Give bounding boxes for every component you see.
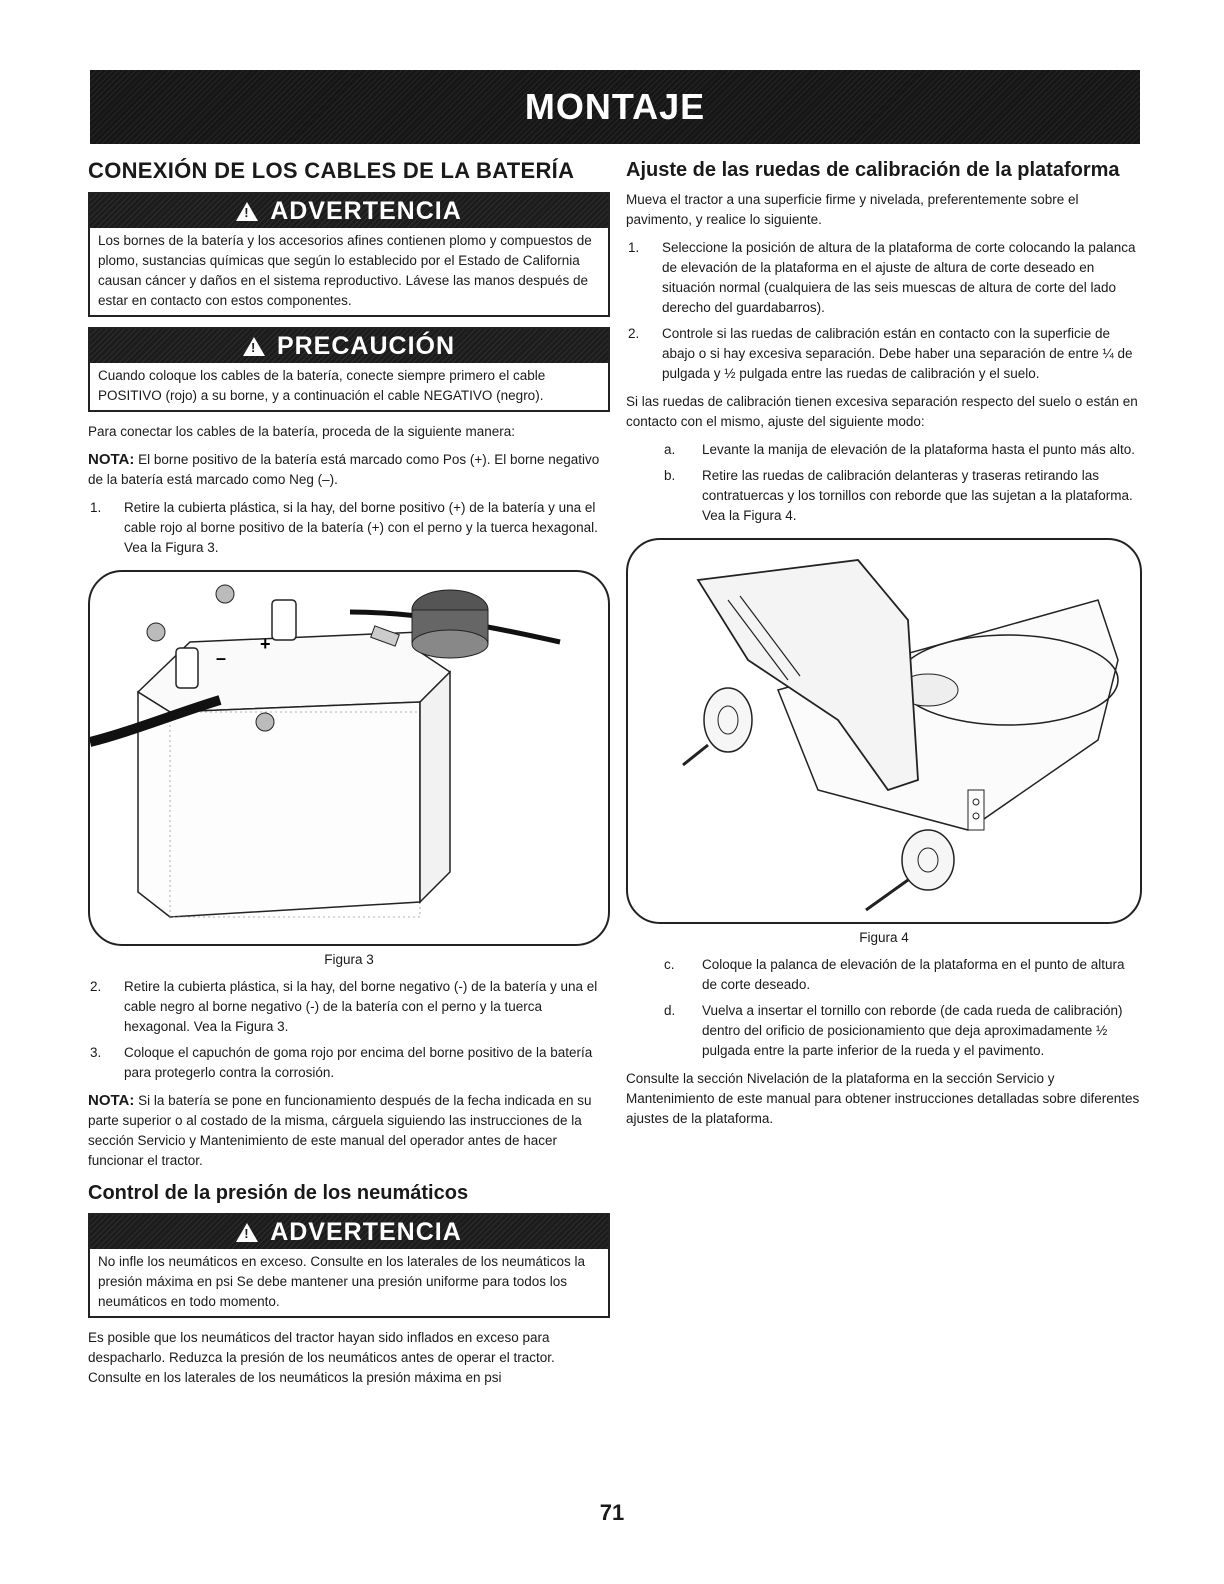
warning-title: ADVERTENCIA (270, 1217, 462, 1246)
warning-triangle-icon (236, 1223, 258, 1242)
battery-steps-b (88, 977, 610, 1083)
caution-header (90, 329, 608, 363)
gauge-wheels-heading: Ajuste de las ruedas de calibración de la plataforma (626, 159, 1120, 181)
gauge-steps (626, 238, 1142, 384)
substep-letter: c. (664, 957, 675, 972)
step-number: 2. (90, 979, 102, 994)
figure-4-caption: Figura 4 (859, 930, 909, 945)
caution-text: Cuando coloque los cables de la batería, conecte siempre primero el cable POSITIVO (rojo) a su borne, y a continuación el cable NEGATIVO (negro). (98, 368, 546, 403)
step-number: 2. (628, 326, 640, 341)
deck-illustration (628, 540, 1140, 922)
substep-text: Retire las ruedas de calibración delanteras y traseras retirando las contratuercas y los tornillos con reborde que las sujetan a la plataforma. Vea la Figura 4. (702, 468, 1133, 523)
substep-letter: b. (664, 468, 676, 483)
gauge-condition: Si las ruedas de calibración tienen excesiva separación respecto del suelo o están en contacto con el mismo, ajuste del siguiente modo: (626, 394, 1138, 429)
step-number: 1. (90, 500, 102, 515)
note-charging (88, 1091, 610, 1171)
warning-box-lead (88, 192, 610, 317)
battery-steps-a (88, 498, 610, 558)
step-text: Seleccione la posición de altura de la plataforma de corte colocando la palanca de elevación de la plataforma en el ajuste de altura de corte deseado en situación normal (cualquiera de las seis muescas de altura de corte del lado derecho del guardabarros). (662, 240, 1136, 315)
warning-title: ADVERTENCIA (270, 196, 462, 225)
section-banner (90, 70, 1140, 144)
list-item (626, 324, 1142, 384)
step-text: Retire la cubierta plástica, si la hay, del borne positivo (+) de la batería y una el cable rojo al borne positivo de la batería (+) con el perno y la tuerca hexagonal. Vea la Figura 3. (124, 500, 598, 555)
battery-illustration (90, 572, 608, 944)
substep-text: Coloque la palanca de elevación de la plataforma en el punto de altura de corte deseado. (702, 957, 1125, 992)
figure-3-frame (88, 570, 610, 946)
note-label: NOTA: (88, 451, 135, 468)
substep-text: Levante la manija de elevación de la plataforma hasta el punto más alto. (702, 442, 1136, 457)
list-item (88, 498, 610, 558)
note-text: El borne positivo de la batería está marcado como Pos (+). El borne negativo de la batería está marcado como Neg (–). (88, 452, 600, 487)
note-terminals (88, 450, 610, 490)
gauge-substeps-ab (626, 440, 1142, 526)
step-text: Coloque el capuchón de goma rojo por encima del borne positivo de la batería para protegerlo contra la corrosión. (124, 1045, 593, 1080)
tire-pressure-heading: Control de la presión de los neumáticos (88, 1182, 469, 1204)
note-text: Si la batería se pone en funcionamiento después de la fecha indicada en su parte superior o al costado de la misma, cárguela siguiendo las instrucciones de la sección Servicio y Mantenimiento de este manual del operador antes de hacer funcionar el tractor. (88, 1093, 592, 1168)
caution-title: PRECAUCIÓN (276, 331, 456, 360)
right-column (626, 158, 1142, 1137)
list-item (626, 955, 1142, 995)
warning-box-tires (88, 1213, 610, 1318)
list-item (626, 1001, 1142, 1061)
caution-box (88, 327, 610, 412)
battery-cables-heading: CONEXIÓN DE LOS CABLES DE LA BATERÍA (88, 158, 575, 183)
substep-letter: a. (664, 442, 676, 457)
list-item (626, 440, 1142, 460)
warning-triangle-icon (236, 202, 258, 221)
battery-intro: Para conectar los cables de la batería, proceda de la siguiente manera: (88, 424, 516, 439)
warning-header (90, 194, 608, 228)
step-text: Controle si las ruedas de calibración están en contacto con la superficie de abajo o si hay excesiva separación. Debe haber una separación de entre ¼ de pulgada y ½ pulgada entre las ruedas de calibración y el suelo. (662, 326, 1133, 381)
warning-text: Los bornes de la batería y los accesorios afines contienen plomo y compuestos de plomo, sustancias químicas que según lo establecido por el Estado de California causan cáncer y daños en el sistema reproductivo. Lávese las manos después de estar en contacto con estos componentes. (98, 233, 592, 308)
tire-paragraph: Es posible que los neumáticos del tractor hayan sido inflados en exceso para despacharlo. Reduzca la presión de los neumáticos antes de operar el tractor. Consulte en los laterales de los neumáticos la presión máxima en psi (88, 1330, 555, 1385)
figure-4-frame (626, 538, 1142, 924)
note-label: NOTA: (88, 1092, 135, 1109)
step-text: Retire la cubierta plástica, si la hay, del borne negativo (-) de la batería y una el cable negro al borne negativo (-) de la batería con el perno y la tuerca hexagonal. Vea la Figura 3. (124, 979, 598, 1034)
warning-header (90, 1215, 608, 1249)
list-item (88, 977, 610, 1037)
step-number: 1. (628, 240, 640, 255)
warning-triangle-icon (243, 337, 265, 356)
positive-sign: + (260, 634, 271, 654)
negative-sign: – (216, 648, 227, 668)
list-item (88, 1043, 610, 1083)
banner-title: MONTAJE (524, 86, 706, 127)
page-number: 71 (599, 1500, 625, 1525)
substep-text: Vuelva a insertar el tornillo con reborde (de cada rueda de calibración) dentro del orificio de posicionamiento que deja aproximadamente ½ pulgada entre la parte inferior de la rueda y el pavimento. (702, 1003, 1123, 1058)
gauge-closing: Consulte la sección Nivelación de la plataforma en la sección Servicio y Mantenimiento de este manual para obtener instrucciones detalladas sobre diferentes ajustes de la plataforma. (626, 1071, 1140, 1126)
figure-3-caption: Figura 3 (324, 952, 374, 967)
substep-letter: d. (664, 1003, 676, 1018)
list-item (626, 466, 1142, 526)
step-number: 3. (90, 1045, 102, 1060)
gauge-substeps-cd (626, 955, 1142, 1061)
warning-text: No infle los neumáticos en exceso. Consulte en los laterales de los neumáticos la presión máxima en psi Se debe mantener una presión uniforme para todos los neumáticos en todo momento. (98, 1254, 586, 1309)
list-item (626, 238, 1142, 318)
gauge-intro: Mueva el tractor a una superficie firme y nivelada, preferentemente sobre el pavimento, y realice lo siguiente. (626, 192, 1079, 227)
left-column (88, 158, 610, 1396)
